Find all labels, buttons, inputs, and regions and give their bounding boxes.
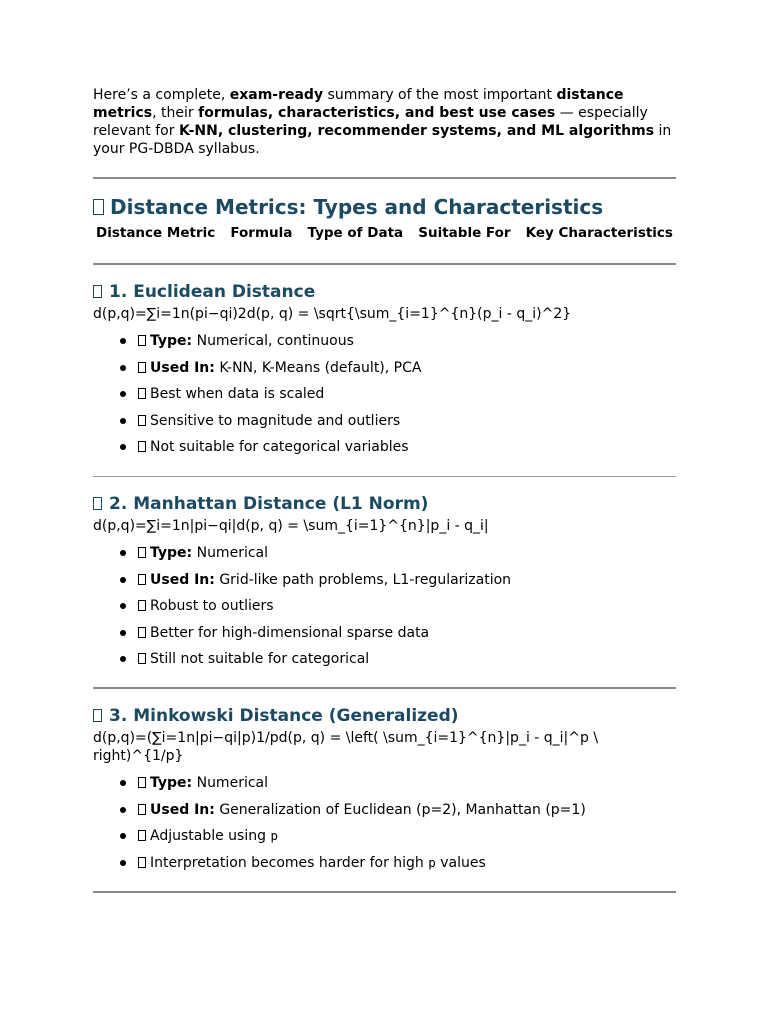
main-heading-text: Distance Metrics: Types and Characteristics — [110, 195, 604, 219]
item-text: Better for high-dimensional sparse data — [150, 624, 430, 641]
missing-glyph-icon — [138, 388, 146, 399]
item-text: Numerical — [192, 775, 268, 791]
bullet-dot — [120, 365, 126, 371]
missing-glyph-icon — [138, 574, 146, 585]
bullet-dot — [120, 603, 126, 609]
item-text: Numerical, continuous — [192, 333, 354, 349]
intro-text: summary of the most important — [323, 87, 557, 103]
inline-code: p — [270, 828, 278, 843]
section-number: 2. — [109, 494, 128, 514]
formula: d(p,q)=∑i=1n|pi−qi|d(p, q) = \sum_{i=1}^{n}|p_i - q_i| — [93, 518, 489, 534]
bullet-dot — [120, 630, 126, 636]
document-content — [93, 86, 676, 893]
missing-glyph-icon — [138, 415, 146, 426]
section-subtitle: (L1 Norm) — [326, 494, 429, 514]
item-text: Numerical — [192, 545, 268, 561]
missing-glyph-icon — [138, 653, 146, 664]
list-item — [93, 359, 676, 377]
list-item — [93, 827, 676, 845]
item-text: Generalization of Euclidean (p=2), Manhattan (p=1) — [214, 801, 586, 818]
bullet-dot — [120, 391, 126, 397]
section-number: 3. — [109, 706, 128, 726]
missing-glyph-icon — [138, 777, 146, 788]
bullet-dot — [120, 550, 126, 556]
section-divider — [93, 177, 676, 179]
list-item — [93, 597, 676, 615]
formula: d(p,q)=(∑i=1n|pi−qi|p)1/pd(p, q) = \left( \sum_{i=1}^{n}|p_i - q_i|^p \ right)^{1/p} — [93, 730, 599, 764]
bullet-list — [93, 544, 676, 668]
section-heading-minkowski — [93, 705, 676, 727]
bullet-dot — [120, 656, 126, 662]
list-item — [93, 801, 676, 819]
missing-glyph-icon — [138, 362, 146, 373]
missing-glyph-icon — [138, 600, 146, 611]
bullet-dot — [120, 418, 126, 424]
table-header-cell: Distance Metric — [96, 225, 216, 241]
item-text: K-NN, K-Means (default), PCA — [214, 359, 422, 376]
intro-text: in your PG-DBDA syllabus. — [93, 123, 672, 157]
missing-glyph-icon — [138, 547, 146, 558]
intro-bold: formulas, characteristics, and best use cases — [198, 105, 556, 121]
intro-bold: K-NN, clustering, recommender systems, and ML algorithms — [178, 123, 655, 139]
table-header-cell: Suitable For — [418, 225, 511, 241]
section-title: Minkowski Distance — [133, 706, 323, 726]
list-item — [93, 624, 676, 642]
section-heading-euclidean — [93, 281, 676, 303]
section-divider — [93, 476, 676, 477]
missing-glyph-icon — [93, 497, 102, 510]
bullet-list — [93, 332, 676, 456]
missing-glyph-icon — [93, 285, 102, 298]
item-label: Type: — [150, 333, 193, 349]
table-header-cell: Formula — [230, 225, 293, 241]
table-header-row — [93, 224, 676, 242]
section-heading-manhattan — [93, 493, 676, 515]
item-label: Type: — [150, 545, 193, 561]
item-text: Best when data is scaled — [150, 386, 325, 402]
section-divider — [93, 687, 676, 689]
missing-glyph-icon — [138, 857, 146, 868]
item-text: Robust to outliers — [150, 598, 274, 614]
intro-text: , their — [152, 105, 199, 121]
item-text: Not suitable for categorical variables — [150, 439, 409, 455]
intro-bold: exam-ready — [229, 87, 324, 103]
list-item — [93, 774, 676, 792]
missing-glyph-icon — [138, 335, 146, 346]
section-divider — [93, 263, 676, 265]
missing-glyph-icon — [93, 199, 104, 215]
missing-glyph-icon — [93, 709, 102, 722]
intro-text: — especially relevant for — [93, 105, 648, 139]
missing-glyph-icon — [138, 441, 146, 452]
missing-glyph-icon — [138, 830, 146, 841]
item-text: Still not suitable for categorical — [150, 651, 370, 667]
item-label: Used In: — [150, 801, 215, 818]
intro-text: Here’s a complete, — [93, 87, 230, 103]
item-text: Sensitive to magnitude and outliers — [150, 412, 401, 429]
formula: d(p,q)=∑i=1n(pi−qi)2d(p, q) = \sqrt{\sum_{i=1}^{n}(p_i - q_i)^2} — [93, 306, 572, 322]
list-item — [93, 571, 676, 589]
item-text: Adjustable using — [150, 828, 271, 844]
list-item — [93, 854, 676, 872]
bullet-dot — [120, 577, 126, 583]
item-text: values — [435, 854, 486, 871]
item-label: Used In: — [150, 571, 215, 588]
item-label: Type: — [150, 775, 193, 791]
list-item — [93, 412, 676, 430]
intro-bold: distance metrics — [93, 87, 624, 121]
inline-code: p — [428, 854, 436, 870]
section-number: 1. — [109, 282, 128, 302]
table-header-cell: Key Characteristics — [525, 225, 673, 241]
table-header-cell: Type of Data — [307, 225, 404, 241]
list-item — [93, 438, 676, 456]
missing-glyph-icon — [138, 804, 146, 815]
section-subtitle: (Generalized) — [322, 706, 459, 726]
list-item — [93, 332, 676, 350]
section-divider — [93, 891, 676, 893]
list-item — [93, 650, 676, 668]
missing-glyph-icon — [138, 627, 146, 638]
bullet-list — [93, 774, 676, 872]
item-label: Used In: — [150, 359, 215, 376]
section-title: Manhattan Distance — [133, 494, 327, 514]
bullet-dot — [120, 833, 126, 839]
section-title: Euclidean Distance — [133, 282, 316, 302]
item-text: Interpretation becomes harder for high — [150, 854, 429, 871]
bullet-dot — [120, 780, 126, 786]
main-heading — [93, 195, 676, 219]
intro-paragraph — [93, 86, 676, 158]
bullet-dot — [120, 860, 126, 866]
bullet-dot — [120, 807, 126, 813]
item-text: Grid-like path problems, L1-regularization — [214, 571, 512, 588]
list-item — [93, 544, 676, 562]
list-item — [93, 385, 676, 403]
bullet-dot — [120, 338, 126, 344]
bullet-dot — [120, 444, 126, 450]
